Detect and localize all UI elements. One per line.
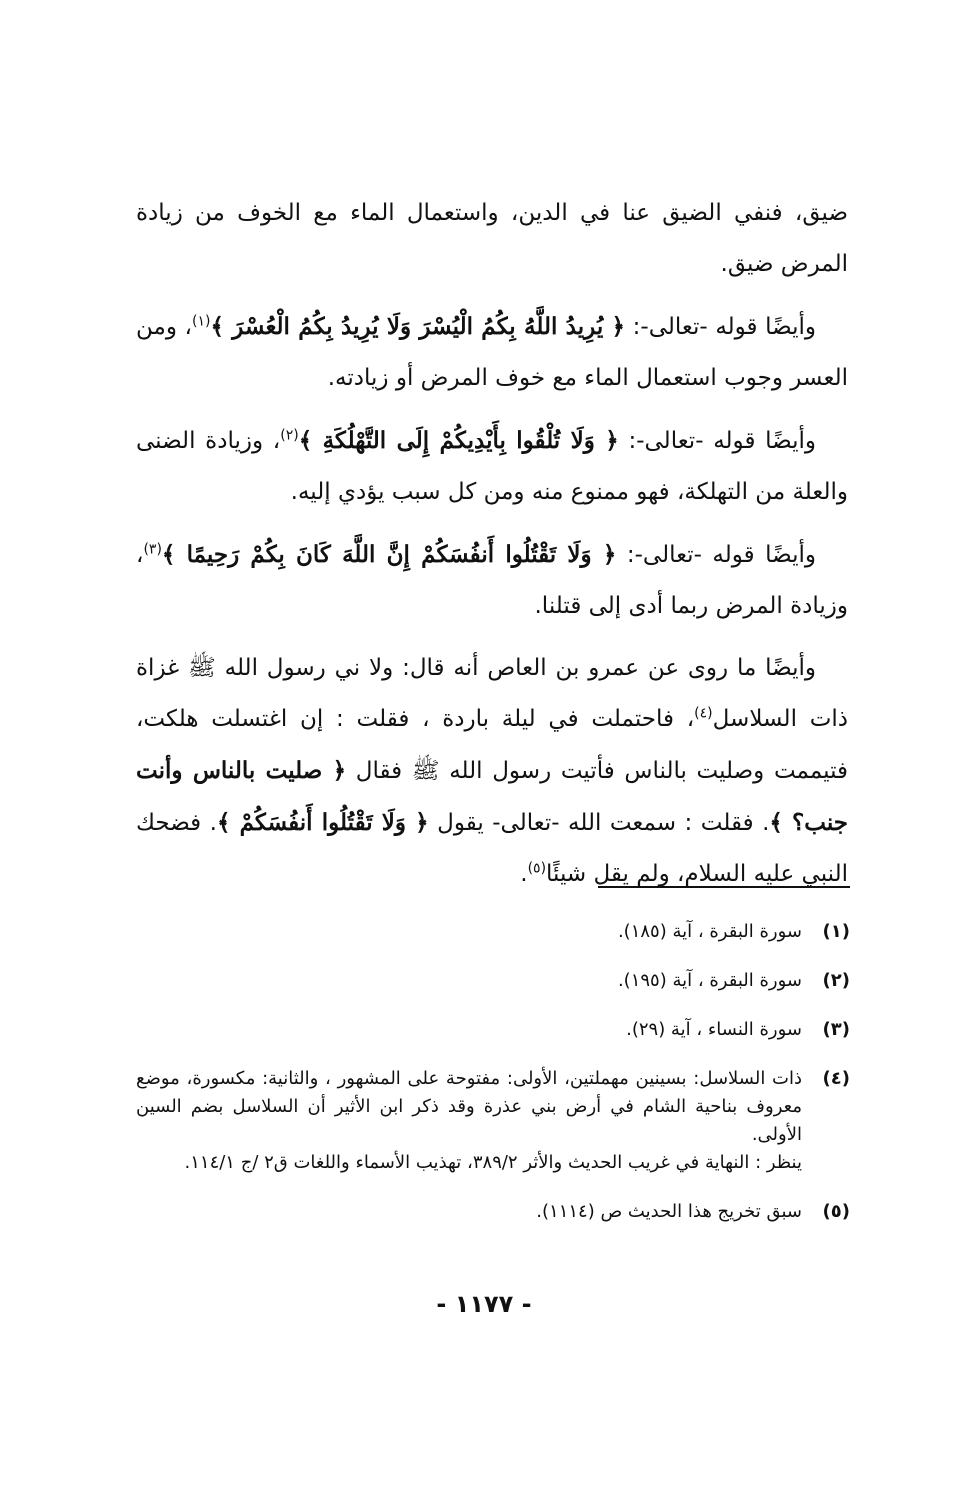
footnote-line: سبق تخريج هذا الحديث ص (١١١٤). — [536, 1201, 802, 1222]
footnote-ref: (١) — [191, 313, 211, 330]
footnote-item — [136, 918, 850, 946]
footnote-line: سورة البقرة ، آية (١٨٥). — [617, 921, 802, 942]
footnote-separator — [598, 886, 850, 888]
quran-verse: ﴿ صليت بالناس وأنت جنب؟ ﴾ — [136, 757, 848, 836]
paragraph — [136, 188, 848, 290]
text-run: ، فاحتملت في ليلة باردة ، فقلت : إن اغتسلت هلكت، فتيممت وصليت بالناس فأتيت رسول الله ﷺ فقال — [136, 706, 848, 784]
text-run: ، وزيادة المرض ربما أدى إلى قتلنا. — [136, 542, 848, 619]
footnote-number: (١) — [822, 921, 850, 942]
footnote-line: سورة البقرة ، آية (١٩٥). — [617, 970, 802, 991]
text-run: . فضحك النبي عليه السلام، ولم يقل شيئًا — [136, 810, 848, 887]
footnote-line: ذات السلاسل: بسينين مهملتين، الأولى: مفتوحة على المشهور ، والثانية: مكسورة، موضع معروف بناحية الشام في أرض بني عذرة وقد ذكر ابن الأثير أن السلاسل بضم السين الأولى. — [136, 1068, 802, 1145]
text-run: وأيضًا ما روى عن عمرو بن العاص أنه قال: ولا ني رسول الله ﷺ غزاة ذات السلاسل — [136, 655, 848, 732]
page-number: - ١١٧٧ - — [436, 1290, 532, 1318]
quran-verse: ﴿ يُرِيدُ اللَّهُ بِكُمُ الْيُسْرَ وَلَا يُرِيدُ بِكُمُ الْعُسْرَ ﴾ — [210, 313, 626, 340]
footnote-body — [136, 967, 802, 995]
footnote-item — [136, 1198, 850, 1226]
quran-verse: ﴿ وَلَا تُلْقُوا بِأَيْدِيكُمْ إِلَى التَّهْلُكَةِ ﴾ — [298, 427, 619, 454]
text-run: وأيضًا قوله -تعالى-: — [625, 314, 817, 340]
footnote-item — [136, 1065, 850, 1177]
footnotes — [136, 918, 850, 1247]
footnote-number: (٢) — [822, 970, 850, 991]
text-run: . فقلت : سمعت الله -تعالى- يقول — [428, 810, 770, 836]
footnote-ref: (٢) — [280, 427, 299, 444]
footnote-item — [136, 967, 850, 995]
text-run: وأيضًا قوله -تعالى-: — [616, 542, 816, 568]
paragraph — [136, 415, 848, 518]
footnote-ref: (٥) — [527, 860, 547, 877]
footnote-line: ينظر : النهاية في غريب الحديث والأثر ٣٨٩/٢، تهذيب الأسماء واللغات ق٢ /ج ١١٤/١. — [184, 1152, 802, 1173]
quran-verse: ﴿ وَلَا تَقْتُلُوا أَنفُسَكُمْ إِنَّ اللَّهَ كَانَ بِكُمْ رَحِيمًا ﴾ — [161, 541, 617, 568]
text-run: ، وزيادة الضنى والعلة من التهلكة، فهو ممنوع منه ومن كل سبب يؤدي إليه. — [136, 428, 848, 505]
footnote-number: (٣) — [822, 1019, 850, 1040]
footnote-body — [136, 1198, 802, 1226]
text-run: ضيق، فنفي الضيق عنا في الدين، واستعمال الماء مع الخوف من زيادة المرض ضيق. — [136, 200, 848, 277]
footnote-ref: (٣) — [143, 541, 162, 558]
footnote-body — [136, 1065, 802, 1177]
paragraph — [136, 529, 848, 632]
footnote-line: سورة النساء ، آية (٢٩). — [626, 1019, 802, 1040]
text-run: ، ومن العسر وجوب استعمال الماء مع خوف المرض أو زيادته. — [136, 314, 848, 391]
text-run: . — [520, 861, 528, 887]
quran-verse: ﴿ وَلَا تَقْتُلُوا أَنفُسَكُمْ ﴾ — [216, 809, 429, 836]
text-run: وأيضًا قوله -تعالى-: — [618, 428, 817, 454]
main-text — [136, 188, 848, 911]
paragraph — [136, 301, 848, 404]
footnote-ref: (٤) — [694, 705, 713, 722]
footnote-body — [136, 918, 802, 946]
footnote-number: (٤) — [822, 1068, 850, 1089]
footnote-number: (٥) — [822, 1201, 850, 1222]
paragraph — [136, 643, 848, 900]
footnote-item — [136, 1016, 850, 1044]
footnote-body — [136, 1016, 802, 1044]
